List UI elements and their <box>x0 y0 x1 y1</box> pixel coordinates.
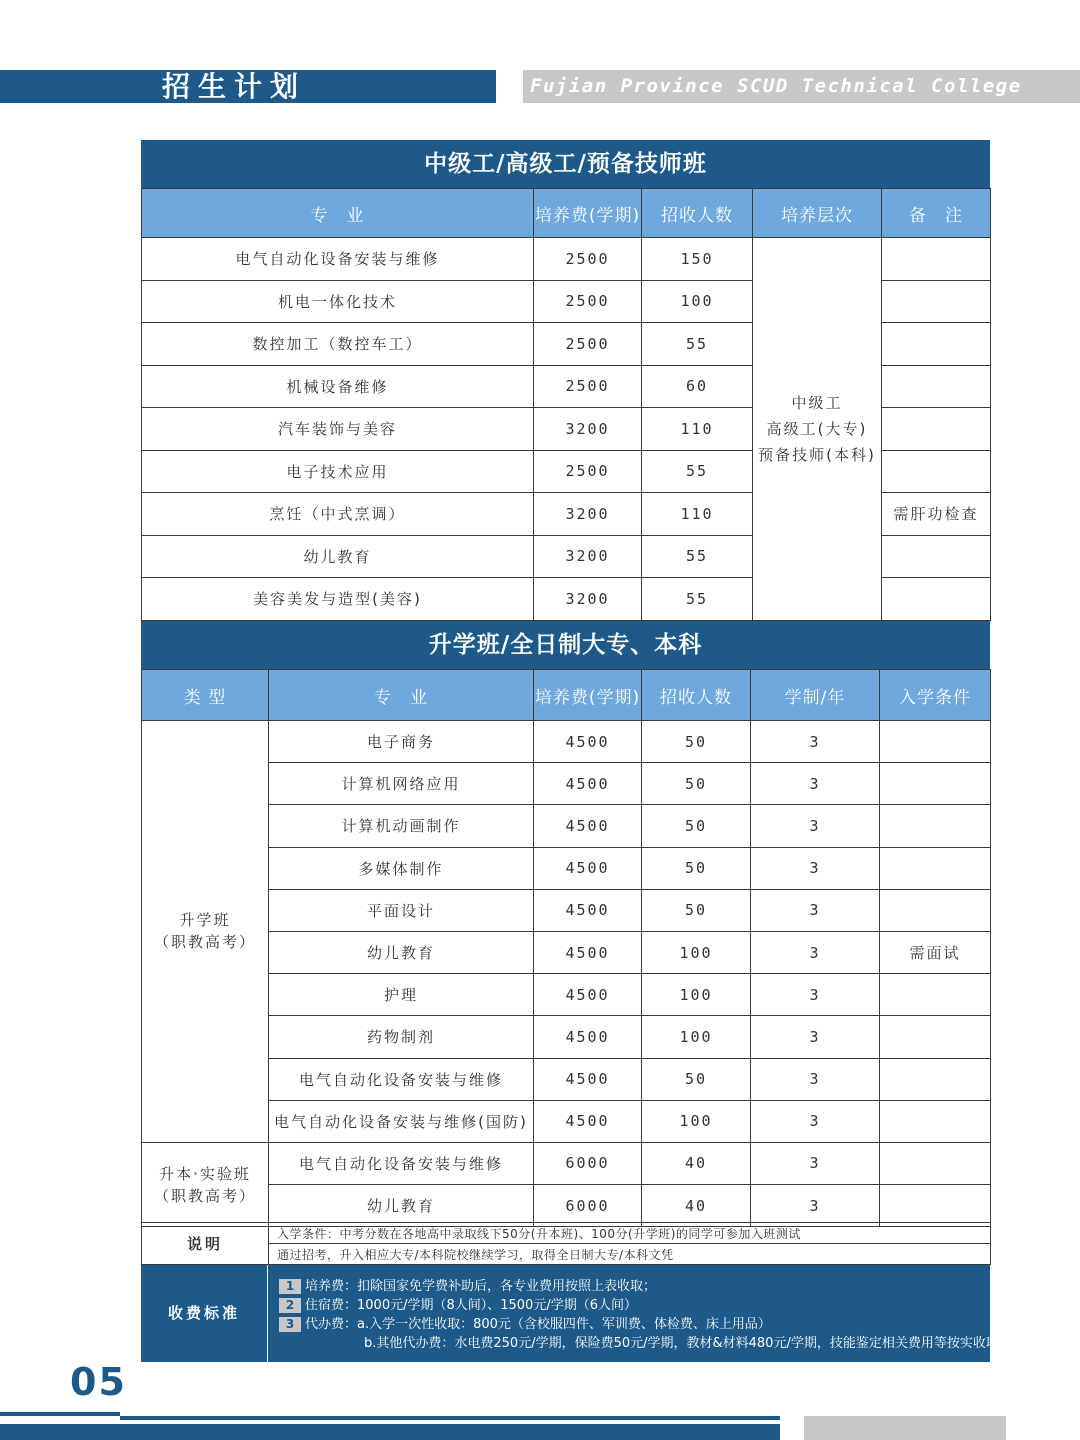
fee-cell: 4500 <box>534 1016 642 1058</box>
table-row <box>142 847 991 889</box>
footer-bar-thin <box>120 1416 780 1420</box>
table-row <box>142 931 991 973</box>
condition-cell <box>880 1100 991 1142</box>
major-cell: 汽车装饰与美容 <box>142 408 534 451</box>
section1-table <box>141 188 991 621</box>
table-row <box>142 238 991 281</box>
col-header-count: 招收人数 <box>642 189 753 238</box>
fee-item-text: 培养费：扣除国家免学费补助后，各专业费用按照上表收取； <box>305 1279 657 1294</box>
table-row <box>142 974 991 1016</box>
major-cell: 幼儿教育 <box>142 535 534 578</box>
table-row <box>142 1142 991 1184</box>
years-cell: 3 <box>751 763 880 805</box>
count-cell: 40 <box>642 1142 751 1184</box>
fee-cell: 4500 <box>534 1058 642 1100</box>
section2-table <box>141 669 991 1227</box>
condition-cell <box>880 1016 991 1058</box>
type-cell-group2 <box>142 1142 269 1226</box>
years-cell: 3 <box>751 847 880 889</box>
note-cell <box>882 323 991 366</box>
years-cell: 3 <box>751 974 880 1016</box>
fee-item <box>279 1296 1064 1315</box>
fee-item <box>279 1277 1064 1296</box>
count-cell: 100 <box>642 974 751 1016</box>
section2-header-row <box>142 670 991 721</box>
level-line: 高级工(大专) <box>766 419 868 438</box>
major-cell: 电气自动化设备安装与维修 <box>142 238 534 281</box>
years-cell: 3 <box>751 931 880 973</box>
fee-cell: 6000 <box>534 1185 642 1227</box>
major-cell: 机电一体化技术 <box>142 280 534 323</box>
fee-cell: 2500 <box>534 238 642 281</box>
table-row <box>142 721 991 763</box>
page-number: 05 <box>70 1360 127 1404</box>
type-line: （职教高考） <box>153 933 256 952</box>
type-line: 升本·实验班 <box>159 1164 251 1183</box>
college-name: Fujian Province SCUD Technical College <box>530 75 1022 97</box>
fee-cell: 6000 <box>534 1142 642 1184</box>
footer-grey-block <box>804 1416 1006 1440</box>
condition-cell <box>880 1185 991 1227</box>
major-cell: 电气自动化设备安装与维修 <box>269 1058 534 1100</box>
col-header-major: 专 业 <box>269 670 534 721</box>
notes-line-2: 通过招考，升入相应大专/本科院校继续学习，取得全日制大专/本科文凭 <box>269 1244 991 1265</box>
major-cell: 烹饪（中式烹调） <box>142 493 534 536</box>
count-cell: 55 <box>642 323 753 366</box>
type-line: 升学班 <box>179 911 231 930</box>
fee-cell: 3200 <box>534 578 642 621</box>
years-cell: 3 <box>751 805 880 847</box>
note-cell <box>882 280 991 323</box>
condition-cell <box>880 763 991 805</box>
fee-item-extra <box>279 1334 1064 1353</box>
condition-cell <box>880 889 991 931</box>
fee-cell: 2500 <box>534 323 642 366</box>
condition-cell <box>880 974 991 1016</box>
col-header-fee: 培养费(学期) <box>534 670 642 721</box>
col-header-note: 备 注 <box>882 189 991 238</box>
fee-standard-panel <box>141 1265 1064 1362</box>
count-cell: 50 <box>642 763 751 805</box>
count-cell: 50 <box>642 805 751 847</box>
note-cell <box>882 365 991 408</box>
number-badge: 1 <box>279 1279 301 1294</box>
footer-bar <box>0 1424 780 1440</box>
number-badge: 3 <box>279 1317 301 1332</box>
table-row <box>142 1100 991 1142</box>
col-header-fee: 培养费(学期) <box>534 189 642 238</box>
fee-cell: 4500 <box>534 805 642 847</box>
col-header-type: 类 型 <box>142 670 269 721</box>
major-cell: 药物制剂 <box>269 1016 534 1058</box>
major-cell: 电气自动化设备安装与维修(国防) <box>269 1100 534 1142</box>
fee-cell: 3200 <box>534 493 642 536</box>
col-header-major: 专 业 <box>142 189 534 238</box>
page-title: 招生计划 <box>162 70 307 103</box>
note-cell <box>882 238 991 281</box>
count-cell: 100 <box>642 1100 751 1142</box>
note-cell <box>882 450 991 493</box>
fee-cell: 4500 <box>534 974 642 1016</box>
table-row <box>142 1016 991 1058</box>
count-cell: 110 <box>642 408 753 451</box>
major-cell: 数控加工（数控车工） <box>142 323 534 366</box>
count-cell: 55 <box>642 535 753 578</box>
footer-line <box>0 1412 120 1416</box>
notes-row <box>142 1223 991 1244</box>
condition-cell <box>880 805 991 847</box>
years-cell: 3 <box>751 1016 880 1058</box>
condition-cell <box>880 721 991 763</box>
notes-line-1: 入学条件：中考分数在各地高中录取线下50分(升本班)、100分(升学班)的同学可参加入班测试 <box>269 1223 991 1244</box>
major-cell: 计算机网络应用 <box>269 763 534 805</box>
major-cell: 平面设计 <box>269 889 534 931</box>
condition-cell <box>880 847 991 889</box>
fee-cell: 4500 <box>534 721 642 763</box>
table-row <box>142 1185 991 1227</box>
condition-cell <box>880 1142 991 1184</box>
major-cell: 电子技术应用 <box>142 450 534 493</box>
major-cell: 计算机动画制作 <box>269 805 534 847</box>
major-cell: 机械设备维修 <box>142 365 534 408</box>
fee-item-text: 代办费：a.入学一次性收取：800元（含校服四件、军训费、体检费、床上用品） <box>305 1317 771 1332</box>
years-cell: 3 <box>751 1058 880 1100</box>
condition-cell: 需面试 <box>880 931 991 973</box>
fee-cell: 2500 <box>534 450 642 493</box>
col-header-level: 培养层次 <box>753 189 882 238</box>
fee-cell: 2500 <box>534 365 642 408</box>
level-line: 中级工 <box>791 393 843 412</box>
years-cell: 3 <box>751 1100 880 1142</box>
table-row <box>142 805 991 847</box>
table-row <box>142 1058 991 1100</box>
fee-cell: 3200 <box>534 408 642 451</box>
level-line: 预备技师(本科) <box>758 445 876 464</box>
major-cell: 多媒体制作 <box>269 847 534 889</box>
major-cell: 幼儿教育 <box>269 931 534 973</box>
col-header-condition: 入学条件 <box>880 670 991 721</box>
fee-standard-label: 收费标准 <box>141 1265 268 1362</box>
number-badge: 2 <box>279 1298 301 1313</box>
count-cell: 60 <box>642 365 753 408</box>
years-cell: 3 <box>751 1185 880 1227</box>
section1-title: 中级工/高级工/预备技师班 <box>141 140 990 188</box>
notes-label: 说明 <box>142 1223 269 1265</box>
table-row <box>142 889 991 931</box>
fee-item <box>279 1315 1064 1334</box>
section1-header-row <box>142 189 991 238</box>
count-cell: 110 <box>642 493 753 536</box>
count-cell: 100 <box>642 280 753 323</box>
fee-cell: 2500 <box>534 280 642 323</box>
fee-cell: 4500 <box>534 763 642 805</box>
fee-cell: 4500 <box>534 1100 642 1142</box>
major-cell: 幼儿教育 <box>269 1185 534 1227</box>
note-cell <box>882 578 991 621</box>
note-cell <box>882 408 991 451</box>
count-cell: 50 <box>642 847 751 889</box>
fee-lines <box>279 1277 1064 1353</box>
note-cell <box>882 535 991 578</box>
years-cell: 3 <box>751 889 880 931</box>
count-cell: 50 <box>642 721 751 763</box>
training-level-cell <box>753 238 882 621</box>
fee-extra-text: b.其他代办费：水电费250元/学期，保险费50元/学期，教材&材料480元/学期，技能鉴定相关费用等按实收取，多退少补 <box>364 1336 1064 1351</box>
fee-cell: 3200 <box>534 535 642 578</box>
fee-item-text: 住宿费：1000元/学期（8人间）、1500元/学期（6人间） <box>305 1298 637 1313</box>
years-cell: 3 <box>751 1142 880 1184</box>
count-cell: 150 <box>642 238 753 281</box>
years-cell: 3 <box>751 721 880 763</box>
fee-cell: 4500 <box>534 931 642 973</box>
col-header-count: 招收人数 <box>642 670 751 721</box>
fee-cell: 4500 <box>534 847 642 889</box>
count-cell: 50 <box>642 889 751 931</box>
count-cell: 55 <box>642 578 753 621</box>
major-cell: 电气自动化设备安装与维修 <box>269 1142 534 1184</box>
count-cell: 55 <box>642 450 753 493</box>
count-cell: 50 <box>642 1058 751 1100</box>
count-cell: 40 <box>642 1185 751 1227</box>
fee-cell: 4500 <box>534 889 642 931</box>
table-row <box>142 763 991 805</box>
condition-cell <box>880 1058 991 1100</box>
major-cell: 护理 <box>269 974 534 1016</box>
col-header-years: 学制/年 <box>751 670 880 721</box>
notes-row <box>142 1244 991 1265</box>
count-cell: 100 <box>642 931 751 973</box>
type-line: （职教高考） <box>153 1186 256 1205</box>
note-cell: 需肝功检查 <box>882 493 991 536</box>
type-cell-group1 <box>142 721 269 1143</box>
count-cell: 100 <box>642 1016 751 1058</box>
section2-title: 升学班/全日制大专、本科 <box>141 621 990 669</box>
major-cell: 美容美发与造型(美容) <box>142 578 534 621</box>
major-cell: 电子商务 <box>269 721 534 763</box>
notes-table <box>141 1222 991 1265</box>
